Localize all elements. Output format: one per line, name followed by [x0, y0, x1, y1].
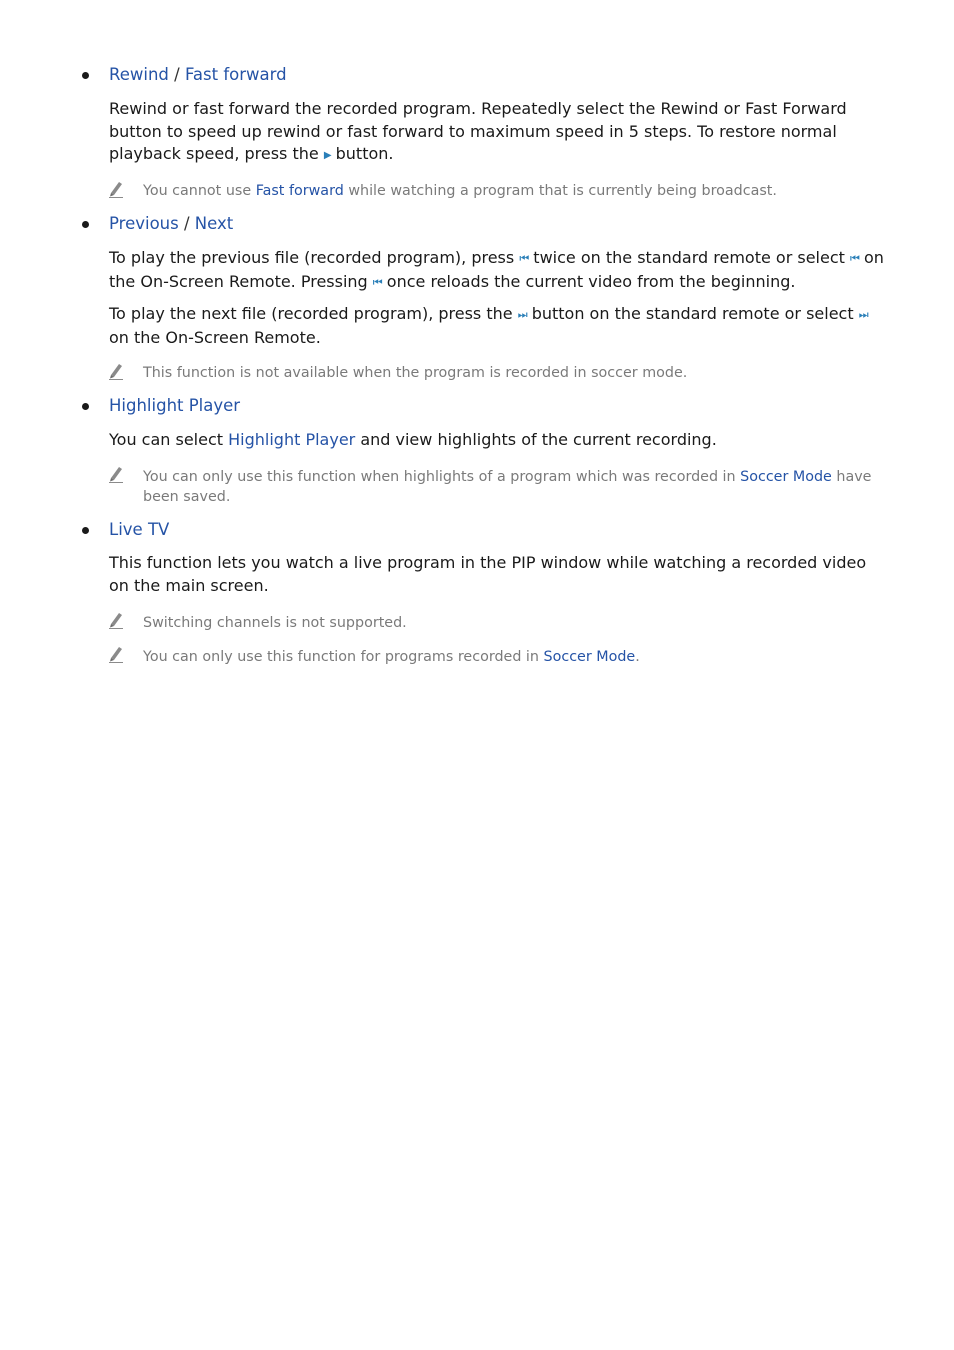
bullet-icon [82, 221, 89, 228]
pencil-icon [108, 611, 124, 629]
heading-separator: / [168, 65, 185, 84]
note-switching-channels: Switching channels is not supported. [143, 615, 407, 631]
skip-back-icon: ⏮ [849, 252, 859, 265]
pencil-icon [108, 180, 124, 198]
skip-forward-icon: ⏭ [517, 308, 527, 321]
next-description: To play the next file (recorded program), press the ⏭ button on the standard remote or select ⏭ on the On-Screen Remote. [109, 304, 868, 347]
note-soccer-mode-unavailable: This function is not available when the program is recorded in soccer mode. [143, 365, 688, 381]
note-highlights-saved: You can only use this function when highlights of a program which was recorded in Soccer Mode have been saved. [143, 469, 872, 505]
heading-separator: / [178, 214, 195, 233]
heading-rewind: Rewind [109, 65, 169, 84]
note-fast-forward-broadcast: You cannot use Fast forward while watching a program that is currently being broadcast. [143, 183, 777, 199]
note-soccer-mode-programs: You can only use this function for programs recorded in Soccer Mode. [143, 649, 640, 665]
live-tv-description: This function lets you watch a live program in the PIP window while watching a recorded video on the main screen. [109, 553, 867, 595]
previous-description: To play the previous file (recorded program), press ⏮ twice on the standard remote or select ⏮ on the On-Screen Remote. Pressing ⏮ once reloads the current video from the beginning. [109, 247, 889, 294]
heading-rewind-fast-forward [109, 64, 287, 86]
heading-next: Next [194, 214, 234, 233]
heading-highlight-player: Highlight Player [109, 396, 241, 415]
heading-live-tv: Live TV [109, 520, 170, 539]
pencil-icon [108, 465, 124, 483]
skip-back-icon: ⏮ [519, 252, 529, 265]
bullet-icon [82, 72, 89, 79]
play-icon: ▶ [323, 150, 331, 161]
pencil-icon [108, 645, 124, 663]
skip-forward-icon: ⏭ [858, 308, 868, 321]
highlight-player-description: You can select Highlight Player and view highlights of the current recording. [109, 430, 717, 449]
heading-fast-forward: Fast forward [184, 65, 287, 84]
bullet-icon [82, 403, 89, 410]
heading-previous: Previous [109, 214, 179, 233]
pencil-icon [108, 362, 124, 380]
bullet-icon [82, 527, 89, 534]
skip-back-icon: ⏮ [372, 275, 382, 289]
rewind-description: Rewind or fast forward the recorded program. Repeatedly select the Rewind or Fast Forward button to speed up rewind or fast forward to maximum speed in 5 steps. To restore normal playback speed, press the ▶ button. [109, 98, 889, 168]
heading-previous-next [109, 213, 233, 235]
